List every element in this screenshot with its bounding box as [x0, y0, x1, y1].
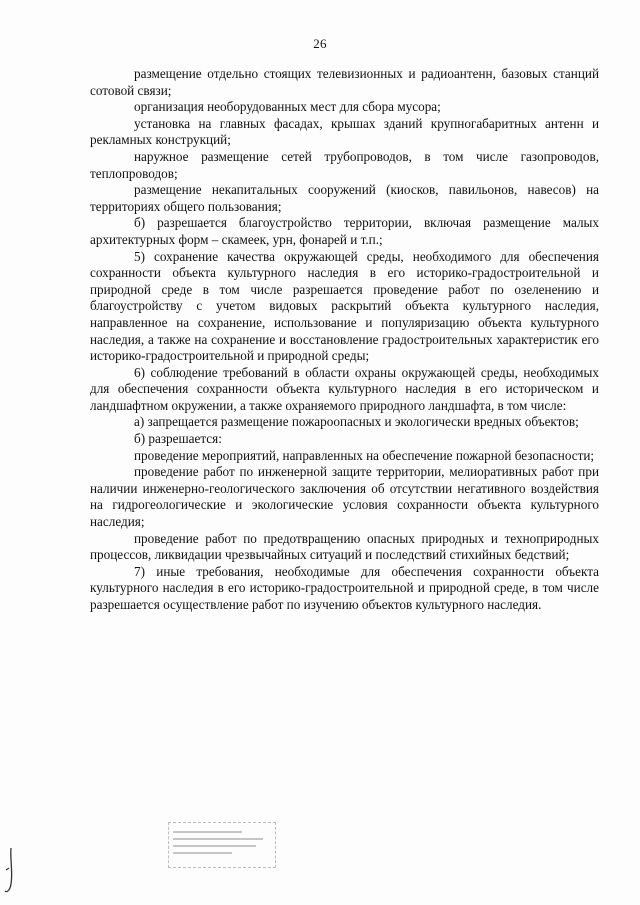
- paragraph-engineering-protection: проведение работ по инженерной защите территории, мелиоративных работ при наличии инженерно-геологического заключения об отсутствии негативного воздействия на гидрогеологические и экологические условия сохранности объекта культурного наследия;: [90, 464, 599, 530]
- paragraph-facade-antennas: установка на главных фасадах, крышах зданий крупногабаритных антенн и рекламных конструкций;: [90, 115, 599, 148]
- paragraph-allowed-heading: б) разрешается:: [134, 431, 222, 447]
- paragraph-hazard-prevention: проведение работ по предотвращению опасных природных и технoприродных процессов, ликвидации чрезвычайных ситуаций и последствий стихийных бедствий;: [90, 530, 599, 563]
- paragraph-fire-safety: проведение мероприятий, направленных на обеспечение пожарной безопасности;: [134, 447, 595, 463]
- margin-mark: [2, 846, 16, 896]
- paragraph-landscaping-allowed: б) разрешается благоустройство территории, включая размещение малых архитектурных форм – скамеек, урн, фонарей и т.п.;: [90, 215, 599, 247]
- page-number: 26: [313, 36, 327, 51]
- paragraph-garbage-sites: организация необорудованных мест для сбора мусора;: [134, 99, 441, 115]
- paragraph-pipelines: наружное размещение сетей трубопроводов, в том числе газопроводов, теплопроводов;: [90, 148, 599, 181]
- paragraph-item-6-environmental-protection: 6) соблюдение требований в области охраны окружающей среды, необходимых для обеспечения сохранности объекта культурного наследия в его историческом и ландшафтном окружении, а также охраняемого природного ландшафта, в том числе:: [90, 364, 599, 413]
- paragraph-fire-hazard-prohibited: а) запрещается размещение пожароопасных и экологически вредных объектов;: [134, 414, 579, 430]
- paragraph-item-7-other-requirements: 7) иные требования, необходимые для обеспечения сохранности объекта культурного наследия в его историко-градостроительной и природной среде, в том числе разрешается осуществление работ по изучению объектов культурного наследия.: [90, 563, 599, 612]
- paragraph-kiosks: размещение некапитальных сооружений (киосков, павильонов, навесов) на территориях общего пользования;: [90, 182, 599, 214]
- document-stamp: [168, 822, 276, 868]
- paragraph-item-5-environment-quality: 5) сохранение качества окружающей среды, необходимого для обеспечения сохранности объекта культурного наследия в его историко-градостроительной и природной среде в том числе разрешается проведение работ по озеленению и благоустройству с учетом видовых раскрытий объекта культурного наследия, направленное на сохранение, использование и популяризацию объекта культурного наследия, а также на сохранение и восстановление градостроительных характеристик его историко-градостроительной и природной среды;: [90, 248, 599, 364]
- paragraph-antennas: размещение отдельно стоящих телевизионных и радиоантенн, базовых станций сотовой связи;: [90, 66, 599, 98]
- document-body: [90, 66, 599, 614]
